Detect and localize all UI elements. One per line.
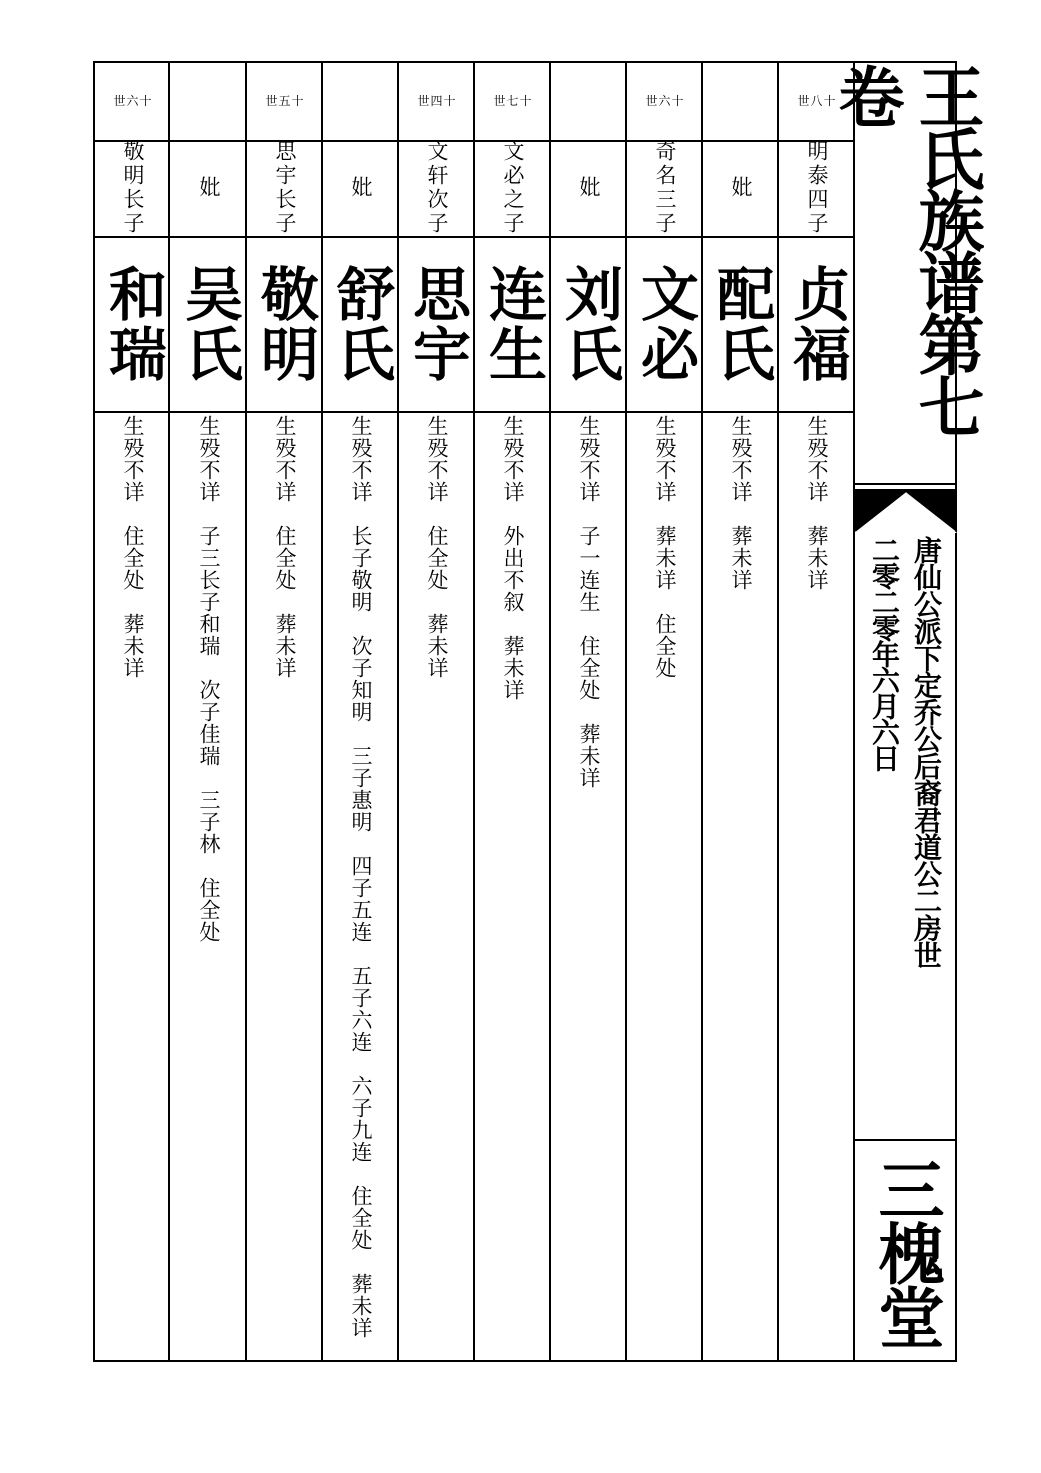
person-name: 刘氏 — [555, 263, 623, 384]
genealogy-column — [95, 61, 171, 1362]
compile-date: 二零二零年六月六日 — [868, 536, 901, 770]
person-notes: 生殁不详 子一连生 住全处 葬未详 — [577, 415, 601, 789]
hall-name: 三槐堂 — [867, 1155, 945, 1348]
generation-label — [171, 61, 247, 142]
column-divider — [549, 61, 551, 1362]
genealogy-column — [247, 61, 323, 1362]
person-name: 和瑞 — [99, 263, 167, 384]
person-notes: 生殁不详 住全处 葬未详 — [121, 415, 145, 679]
genealogy-column — [323, 61, 399, 1362]
person-notes: 生殁不详 住全处 葬未详 — [273, 415, 297, 679]
generation-label: 世八十 — [779, 61, 855, 142]
person-name: 文必 — [631, 263, 699, 384]
person-name: 配氏 — [707, 263, 775, 384]
generation-label: 世五十 — [247, 61, 323, 142]
title-panel — [827, 61, 985, 1362]
person-notes: 生殁不详 子三长子和瑞 次子佳瑞 三子林 住全处 — [197, 415, 221, 943]
genealogy-column — [627, 61, 703, 1362]
person-name: 舒氏 — [327, 263, 395, 384]
column-divider — [777, 61, 779, 1362]
relation-label: 奇名三子 — [653, 140, 677, 236]
generation-label: 世四十 — [399, 61, 475, 142]
relation-label: 明泰四子 — [805, 140, 829, 236]
person-notes: 生殁不详 葬未详 住全处 — [653, 415, 677, 679]
column-divider — [625, 61, 627, 1362]
branch-lineage: 唐仙公派下定乔公后裔君道公二房世 — [910, 536, 943, 968]
relation-label: 妣 — [197, 176, 221, 200]
person-name: 连生 — [479, 263, 547, 384]
column-divider — [245, 61, 247, 1362]
relation-label: 妣 — [729, 176, 753, 200]
relation-label: 文轩次子 — [425, 140, 449, 236]
generation-label: 世七十 — [475, 61, 551, 142]
relation-label: 文必之子 — [501, 140, 525, 236]
generation-label: 世六十 — [627, 61, 703, 142]
relation-label: 妣 — [577, 176, 601, 200]
person-notes: 生殁不详 葬未详 — [805, 415, 829, 591]
genealogy-column — [171, 61, 247, 1362]
column-divider — [168, 61, 170, 1362]
genealogy-column — [399, 61, 475, 1362]
generation-label — [703, 61, 779, 142]
person-name: 吴氏 — [175, 263, 243, 384]
relation-label: 敬明长子 — [121, 140, 145, 236]
person-notes: 生殁不详 外出不叙 葬未详 — [501, 415, 525, 701]
genealogy-column — [703, 61, 779, 1362]
generation-label: 世六十 — [95, 61, 171, 142]
genealogy-column — [551, 61, 627, 1362]
fishtail-ornament — [855, 491, 957, 533]
person-name: 思宇 — [403, 263, 471, 384]
person-notes: 生殁不详 住全处 葬未详 — [425, 415, 449, 679]
book-title: 王氏族谱第七卷 — [827, 63, 985, 435]
column-divider — [473, 61, 475, 1362]
genealogy-column — [475, 61, 551, 1362]
column-divider — [397, 61, 399, 1362]
relation-label: 思宇长子 — [273, 140, 297, 236]
relation-label: 妣 — [349, 176, 373, 200]
generation-label — [323, 61, 399, 142]
person-notes: 生殁不详 葬未详 — [729, 415, 753, 591]
column-divider — [701, 61, 703, 1362]
person-notes: 生殁不详 长子敬明 次子知明 三子惠明 四子五连 五子六连 六子九连 住全处 葬未详 — [349, 415, 373, 1339]
person-name: 贞福 — [783, 263, 851, 384]
person-name: 敬明 — [251, 263, 319, 384]
generation-label — [551, 61, 627, 142]
column-divider — [321, 61, 323, 1362]
title-rule — [855, 483, 957, 485]
